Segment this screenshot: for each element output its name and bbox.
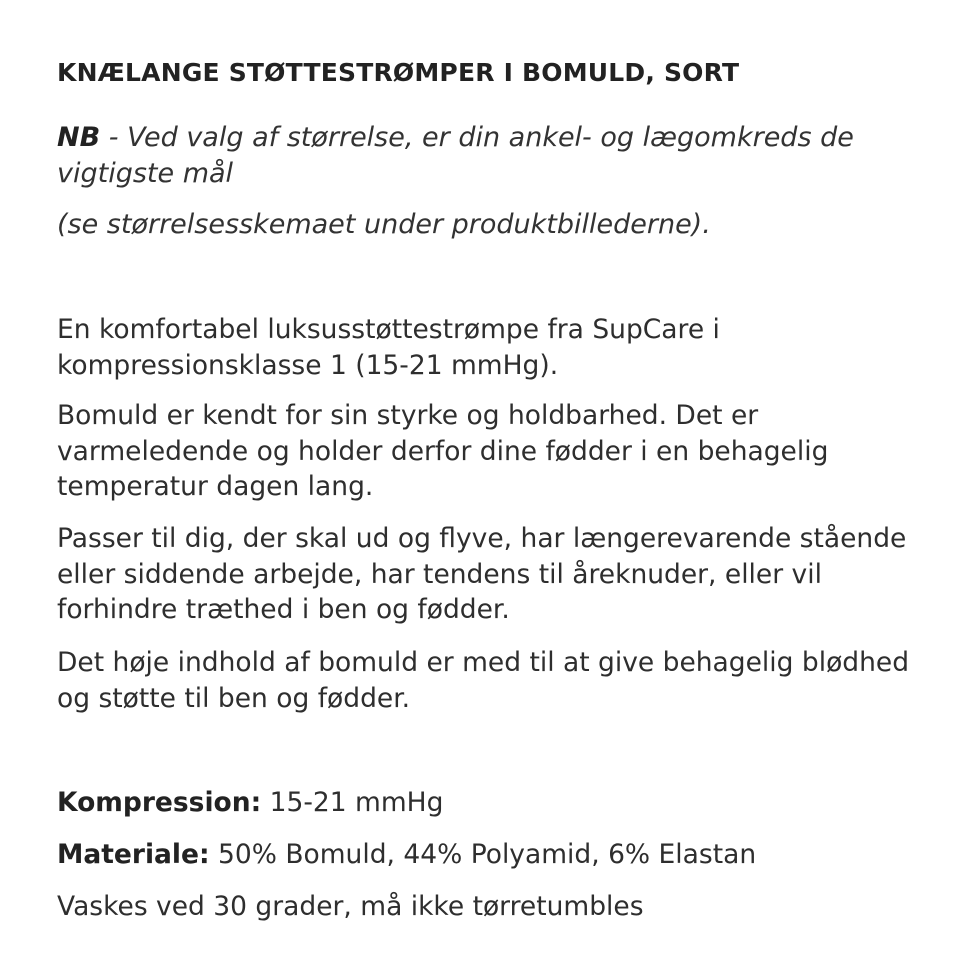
spec-compression-value: 15-21 mmHg [261, 787, 444, 818]
description-paragraph-1: En komfortabel luksusstøttestrømpe fra SupCare i kompressionsklasse 1 (15-21 mmHg). [57, 314, 720, 381]
description-paragraph-3: Passer til dig, der skal ud og flyve, har længerevarende stående eller siddende arbejde, har tendens til åreknuder, eller vil forhindre træthed i ben og fødder. [57, 523, 907, 625]
product-title: KNÆLANGE STØTTESTRØMPER I BOMULD, SORT [57, 58, 740, 87]
spec-compression-label: Kompression: [57, 787, 262, 818]
description-paragraph-4: Det høje indhold af bomuld er med til at give behagelig blødhed og støtte til ben og fødder. [57, 647, 910, 714]
spec-care: Vaskes ved 30 grader, må ikke tørretumbles [57, 891, 644, 922]
spec-compression [57, 785, 917, 821]
note-text: - Ved valg af størrelse, er din ankel- og lægomkreds de vigtigste mål [57, 122, 854, 189]
size-note [57, 120, 917, 192]
spec-material [57, 837, 917, 873]
spec-material-value: 50% Bomuld, 44% Polyamid, 6% Elastan [209, 839, 757, 870]
note-label: NB [57, 122, 101, 153]
size-note-reference: (se størrelsesskemaet under produktbillederne). [57, 209, 711, 240]
description-paragraph-2: Bomuld er kendt for sin styrke og holdbarhed. Det er varmeledende og holder derfor dine fødder i en behagelig temperatur dagen lang. [57, 400, 829, 502]
spec-material-label: Materiale: [57, 839, 210, 870]
